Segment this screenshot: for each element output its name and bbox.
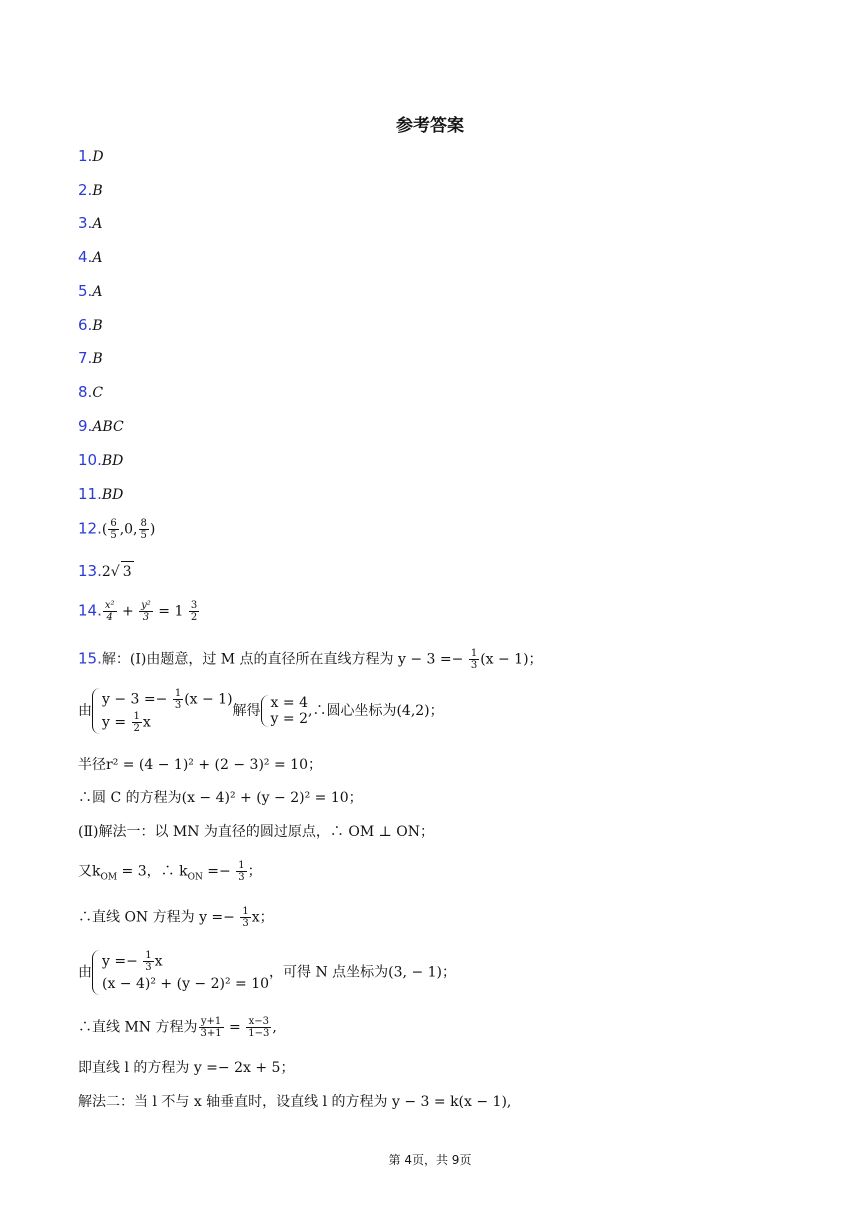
solution-line: ∴直线 MN 方程为 $\frac{y+1}{3+1}$ = $\frac{x-3}{1-3}$ , [78, 1016, 277, 1039]
answer-line-14: 14. $\frac{\text{x²}}{4}$ + $\frac{\text{y²}}{3}$ = 1 $\frac{3}{2}$ [78, 600, 198, 623]
answer-line: 1.D [78, 147, 104, 165]
solution-line: 即直线 l 的方程为 y =− 2x + 5； [78, 1060, 295, 1076]
page-title: 参考答案 [396, 116, 464, 136]
answer-line: 11.BD [78, 485, 124, 503]
answer-line: 4.A [78, 248, 103, 266]
solution-system: x = 4 y = 2 [261, 695, 308, 727]
solution-line: (Ⅱ)解法一：以 MN 为直径的圆过原点，∴ OM ⊥ ON； [78, 824, 434, 840]
solution-line: 由 y − 3 =− $\frac{1}{3}$ (x − 1) y = $\frac{1}{2}$ x 解得 x = 4 y = 2 ,∴圆心坐标为(4,2)； [78, 688, 444, 734]
answer-line: 8.C [78, 383, 104, 401]
equation-system: y − 3 =− $\frac{1}{3}$ (x − 1) y = $\frac{1}{2}$ x [92, 688, 233, 734]
solution-line: 由 y =− $\frac{1}{3}$ x (x − 4)² + (y − 2)² = 10 ，可得 N 点坐标为(3, − 1)； [78, 950, 456, 995]
answer-line: 6.B [78, 316, 103, 334]
answer-line: 3.A [78, 214, 103, 232]
answer-line: 7.B [78, 349, 103, 367]
solution-line: 解法二：当 l 不与 x 轴垂直时，设直线 l 的方程为 y − 3 = k(x − 1), [78, 1094, 512, 1110]
answer-line-12: 12.( $\frac{6}{5}$ ,0, $\frac{8}{5}$ ) [78, 518, 156, 541]
solution-line: 半径r² = (4 − 1)² + (2 − 3)² = 10； [78, 757, 322, 773]
answer-line: 9.ABC [78, 417, 124, 435]
page-footer: 第 4页，共 9页 [388, 1153, 472, 1167]
answer-line: 10.BD [78, 451, 124, 469]
answer-line-13: 13.2√ 3 [78, 562, 132, 580]
answer-line: 5.A [78, 282, 103, 300]
solution-line: ∴直线 ON 方程为 y =− $\frac{1}{3}$ x； [78, 906, 274, 929]
solution-line: 15.解：(Ⅰ)由题意，过 M 点的直径所在直线方程为 y − 3 =− $\frac{1}{3}$ (x − 1)； [78, 648, 543, 671]
solution-line: ∴圆 C 的方程为(x − 4)² + (y − 2)² = 10； [78, 790, 363, 806]
equation-system: y =− $\frac{1}{3}$ x (x − 4)² + (y − 2)² = 10 [92, 950, 269, 995]
answer-line: 2.B [78, 181, 103, 199]
solution-line: 又$k_{OM} = 3$，∴ $k_{ON}$ =− $\frac{1}{3}$ ； [78, 860, 262, 883]
